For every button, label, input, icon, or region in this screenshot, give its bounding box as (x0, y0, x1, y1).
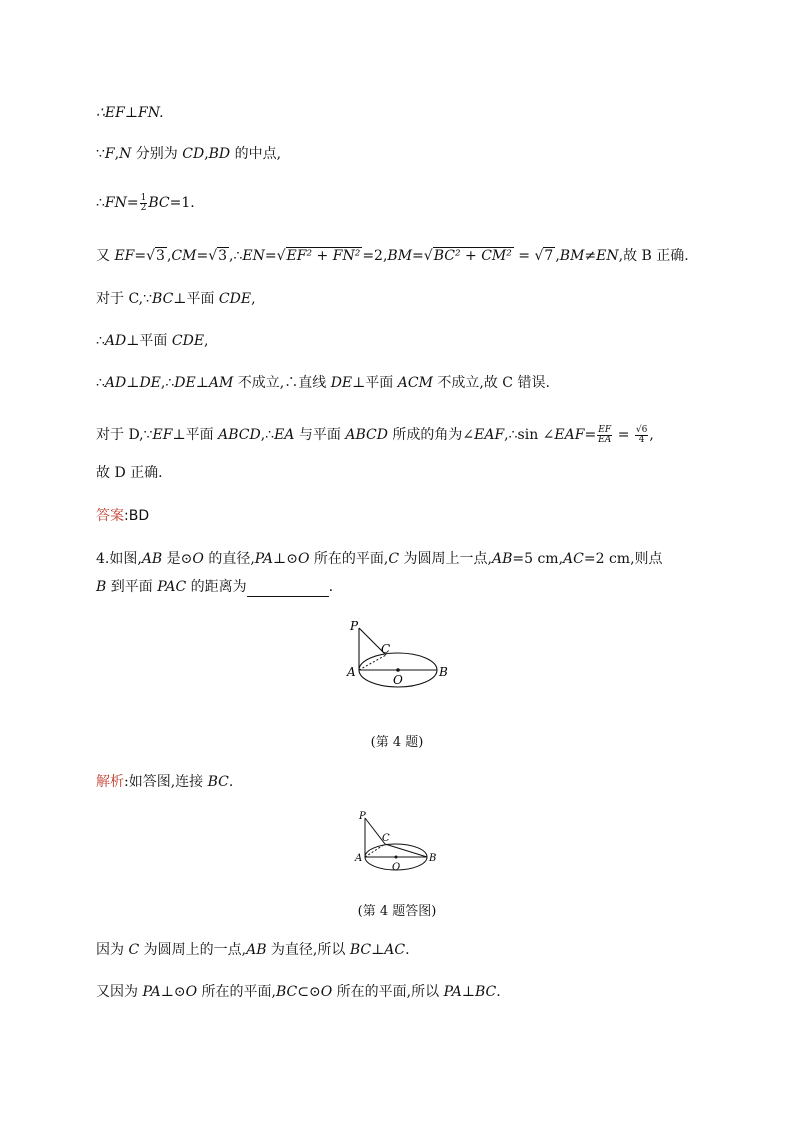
fraction-ef-ea: $\frac{EF}{EA}$ (598, 424, 612, 445)
solution-tag: 解析 (96, 774, 124, 790)
figure-4-answer-caption: (第 4 题答图) (357, 904, 437, 919)
line-midpoints: ∵F,N 分别为 CD,BD 的中点, (96, 146, 282, 162)
answer-blank[interactable] (247, 582, 329, 597)
segment-bc (385, 844, 427, 857)
question-4-line-1: 4.如图,AB 是⊙O 的直径,PA⊥⊙O 所在的平面,C 为圆周上一点,AB=5 cm,AC=2 cm,则点 (96, 551, 663, 567)
label-o: O (392, 862, 401, 873)
label-p: P (350, 619, 359, 633)
label-c: C (382, 833, 390, 844)
line-option-d: 对于 D,∵EF⊥平面 ABCD,∴EA 与平面 ABCD 所成的角为∠EAF,∴sin ∠EAF= $\frac{EF}{EA}$ = $\frac{√6}{4}$ , (96, 424, 654, 445)
label-o: O (393, 673, 403, 687)
line-en-bm: 又 EF=√3 ,CM=√3 ,∴EN=√EF² + FN² =2,BM=√BC² + CM² = √7 ,BM≠EN,故 B 正确. (96, 248, 689, 264)
label-b: B (439, 665, 448, 679)
center-point-o (395, 856, 398, 859)
answer-value: :BD (124, 508, 150, 524)
line-option-c: 对于 C,∵BC⊥平面 CDE, (96, 291, 256, 307)
solution-step-2: 又因为 PA⊥⊙O 所在的平面,BC⊂⊙O 所在的平面,所以 PA⊥BC. (96, 984, 501, 1000)
question-4-line-2: B 到平面 PAC 的距离为 . (96, 579, 334, 595)
label-a: A (347, 665, 356, 679)
solution-line: 解析:如答图,连接 BC. (96, 774, 234, 790)
label-b: B (429, 853, 437, 864)
label-a: A (355, 853, 363, 864)
line-c-wrong: ∴AD⊥DE,∴DE⊥AM 不成立,∴直线 DE⊥平面 ACM 不成立,故 C 错误. (96, 375, 550, 391)
fraction-one-half: $\frac{1}{2}$ (140, 192, 147, 213)
figure-4-answer (352, 808, 444, 874)
center-point-o (396, 668, 400, 672)
fraction-sqrt6-4: $\frac{√6}{4}$ (635, 424, 648, 445)
line-ef-perp-fn: ∴EF⊥FN. (96, 105, 164, 121)
figure-4 (340, 616, 460, 700)
line-ad-perp-cde: ∴AD⊥平面 CDE, (96, 333, 209, 349)
answer-tag: 答案 (96, 508, 124, 524)
line-fn-half-bc: ∴FN= $\frac{1}{2}$ BC=1. (96, 192, 195, 213)
label-c: C (381, 642, 391, 656)
label-p: P (359, 811, 366, 822)
figure-4-caption: (第 4 题) (370, 735, 424, 750)
line-d-correct: 故 D 正确. (96, 465, 163, 481)
segment-ac (365, 844, 385, 857)
answer-line (96, 506, 149, 526)
solution-step-1: 因为 C 为圆周上的一点,AB 为直径,所以 BC⊥AC. (96, 942, 410, 958)
